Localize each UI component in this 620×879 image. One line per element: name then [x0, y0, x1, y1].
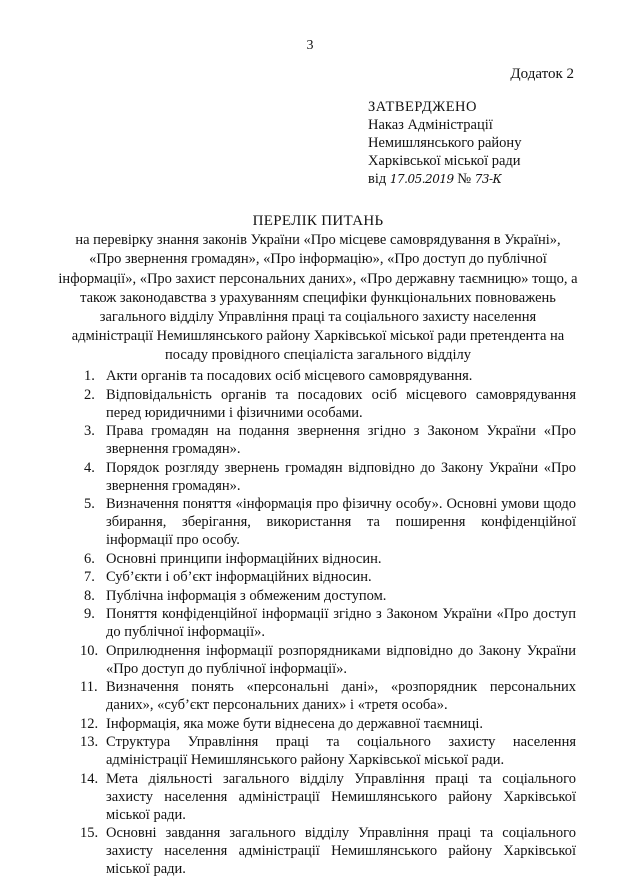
approval-line-1: Наказ Адміністрації: [368, 117, 493, 133]
item-number: 13.: [80, 734, 99, 750]
number-prefix: №: [457, 171, 472, 187]
list-item: [84, 459, 576, 495]
item-number: 11.: [80, 679, 98, 695]
item-text: Основні завдання загального відділу Управління праці та соціального захисту населення адміністрації Немишлянського району Харківської міської ради.: [106, 825, 576, 877]
handwritten-date: 17.05.2019: [389, 172, 454, 186]
document-title: ПЕРЕЛІК ПИТАНЬ: [252, 213, 384, 229]
questions-list: [80, 367, 576, 879]
title-line: також законодавства з урахуванням специфіки функціональних повноважень: [80, 289, 556, 306]
item-number: 5.: [84, 496, 95, 512]
item-number: 10.: [80, 642, 99, 659]
title-line: на перевірку знання законів України «Про місцеве самоврядування в Україні»,: [75, 232, 561, 249]
item-text: Права громадян на подання звернення згідно з Законом України «Про звернення громадян».: [106, 423, 576, 457]
annex-label: Додаток 2: [510, 66, 574, 82]
list-item: [84, 495, 576, 549]
list-item: [84, 605, 576, 641]
item-number: 8.: [84, 587, 95, 604]
item-text: Акти органів та посадових осіб місцевого самоврядування.: [106, 368, 473, 384]
item-text: Оприлюднення інформації розпорядниками відповідно до Закону України «Про доступ до публічної інформації».: [106, 642, 576, 677]
item-text: Структура Управління праці та соціального захисту населення адміністрації Немишлянського району Харківської міської ради.: [106, 734, 576, 768]
title-line: адміністрації Немишлянського району Харківської міської ради претендента на: [71, 328, 565, 345]
approval-line-3: Харківської міської ради: [368, 153, 521, 169]
title-line: інформації», «Про захист персональних даних», «Про державну таємницю» тощо, а: [58, 270, 578, 287]
list-item: [80, 824, 576, 878]
list-item: [84, 386, 576, 422]
item-text: Порядок розгляду звернень громадян відповідно до Закону України «Про звернення громадян».: [106, 459, 576, 494]
page-number: 3: [306, 38, 314, 53]
item-text: Мета діяльності загального відділу Управління праці та соціального захисту населення адміністрації Немишлянського району Харківської міської ради.: [106, 770, 576, 823]
item-number: 15.: [80, 825, 99, 841]
list-item: [80, 715, 576, 733]
approval-date-line: [368, 170, 521, 188]
list-item: [84, 367, 576, 385]
item-text: Поняття конфіденційної інформації згідно з Законом України «Про доступ до публічної інформації».: [106, 606, 576, 640]
list-item: [80, 733, 576, 769]
title-line: «Про звернення громадян», «Про інформацію», «Про доступ до публічної: [89, 251, 547, 268]
date-prefix: від: [368, 171, 387, 187]
item-number: 7.: [84, 569, 95, 585]
list-item: [84, 587, 576, 605]
item-text: Публічна інформація з обмеженим доступом.: [106, 587, 387, 604]
item-text: Суб’єкти і об’єкт інформаційних відносин.: [106, 569, 372, 585]
item-text: Визначення понять «персональні дані», «розпорядник персональних даних», «суб’єкт персональних даних» і «третя особа».: [106, 679, 576, 713]
item-text: Інформація, яка може бути віднесена до державної таємниці.: [106, 715, 484, 732]
title-line: загального відділу Управління праці та соціального захисту населення: [99, 309, 537, 326]
item-number: 4.: [84, 459, 95, 476]
list-item: [84, 568, 576, 586]
list-item: [80, 678, 576, 714]
item-number: 1.: [84, 368, 95, 384]
list-item: [84, 550, 576, 568]
handwritten-number: 73-К: [474, 172, 502, 186]
list-item: [80, 642, 576, 678]
approval-block: [368, 98, 521, 188]
item-text: Основні принципи інформаційних відносин.: [106, 550, 382, 567]
item-text: Визначення поняття «інформація про фізичну особу». Основні умови щодо збирання, зберігання, використання та поширення конфіденційної інформації про особу.: [106, 496, 576, 548]
item-text: Відповідальність органів та посадових осіб місцевого самоврядування перед юридичними і фізичними особами.: [106, 386, 576, 421]
title-description: [58, 231, 578, 365]
item-number: 9.: [84, 606, 95, 622]
list-item: [80, 770, 576, 824]
item-number: 2.: [84, 386, 95, 403]
title-block: [58, 212, 578, 366]
item-number: 3.: [84, 423, 95, 439]
item-number: 6.: [84, 550, 95, 567]
approved-heading: ЗАТВЕРДЖЕНО: [368, 99, 478, 115]
list-item: [84, 422, 576, 458]
item-number: 12.: [80, 715, 99, 732]
item-number: 14.: [80, 770, 99, 787]
approval-line-2: Немишлянського району: [368, 135, 522, 151]
title-line: посаду провідного спеціаліста загального відділу: [164, 347, 472, 364]
